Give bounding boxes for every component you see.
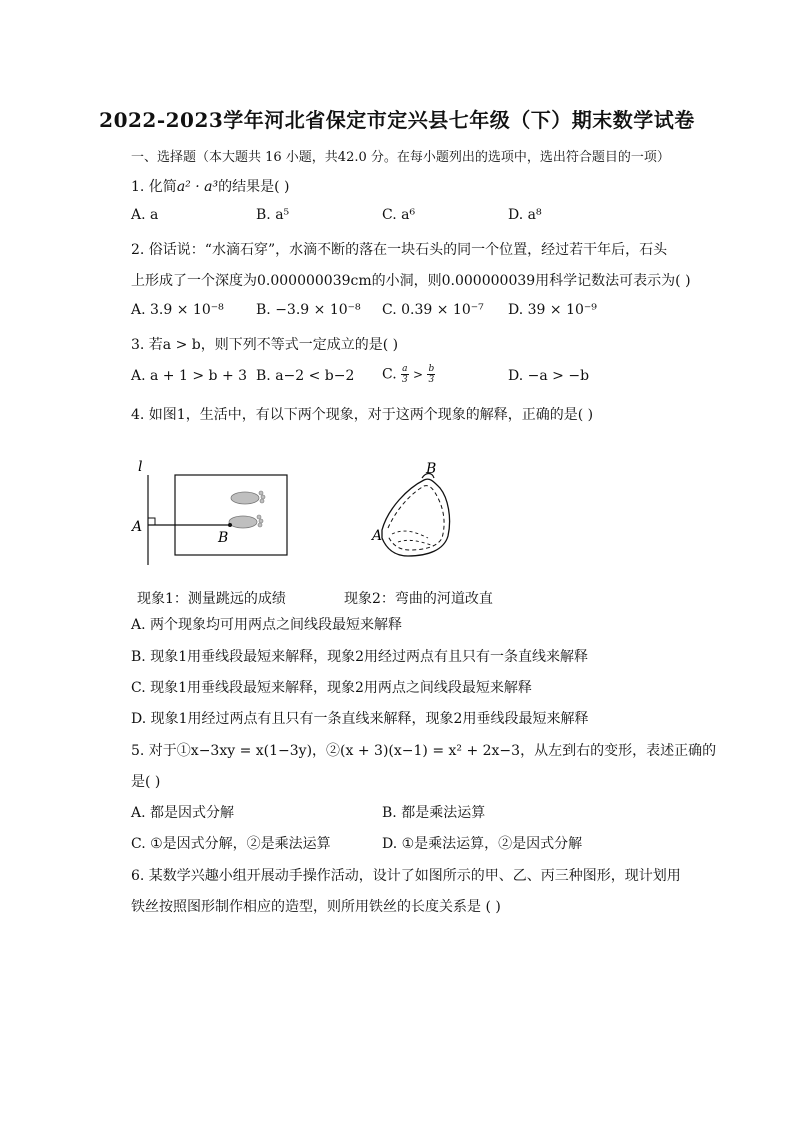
section-heading: 一、选择题（本大题共 16 小题，共42.0 分。在每小题列出的选项中，选出符合题目的一项） bbox=[131, 150, 670, 165]
fraction-numerator: b bbox=[428, 364, 435, 374]
fraction-denominator: 3 bbox=[401, 375, 408, 385]
question-2-line-2: 上形成了一个深度为0.000000039cm的小洞，则0.000000039用科学记数法可表示为( ) bbox=[131, 273, 691, 289]
caption-phenomenon-2: 现象2：弯曲的河道改直 bbox=[344, 591, 493, 607]
label-l: l bbox=[138, 459, 143, 475]
q3-option-c: C. $\frac{a}{3}$ > $\frac{b}{3}$ bbox=[382, 364, 435, 385]
q4-option-c: C. 现象1用垂线段最短来解释，现象2用两点之间线段最短来解释 bbox=[131, 680, 532, 696]
q3-option-c-fraction-right bbox=[427, 364, 435, 385]
q4-option-b: B. 现象1用垂线段最短来解释，现象2用经过两点有且只有一条直线来解释 bbox=[131, 649, 589, 665]
question-3: 3. 若a > b，则下列不等式一定成立的是( ) bbox=[131, 337, 399, 353]
caption-phenomenon-1: 现象1：测量跳远的成绩 bbox=[137, 591, 286, 607]
q3-option-c-fraction-left bbox=[401, 364, 408, 385]
q2-option-a: A. 3.9 × 10⁻⁸ bbox=[131, 302, 224, 318]
q3-option-a: A. a + 1 > b + 3 bbox=[131, 368, 248, 384]
figure-long-jump bbox=[128, 455, 298, 570]
q4-option-a: A. 两个现象均可用两点之间线段最短来解释 bbox=[131, 617, 403, 633]
q2-option-c: C. 0.39 × 10⁻⁷ bbox=[382, 302, 484, 318]
river-ripples bbox=[392, 531, 434, 546]
q4-option-d: D. 现象1用经过两点有且只有一条直线来解释，现象2用垂线段最短来解释 bbox=[131, 711, 589, 727]
river-water-lines bbox=[388, 486, 444, 550]
q3-option-d: D. −a > −b bbox=[508, 368, 590, 384]
q1-option-a: A. a bbox=[131, 207, 159, 223]
question-1 bbox=[131, 176, 289, 196]
question-4: 4. 如图1，生活中，有以下两个现象，对于这两个现象的解释，正确的是( ) bbox=[131, 407, 594, 423]
q2-option-d: D. 39 × 10⁻⁹ bbox=[508, 302, 597, 318]
q1-option-c: C. a⁶ bbox=[382, 207, 416, 223]
label-b-fig2: B bbox=[426, 461, 437, 477]
label-a-fig2: A bbox=[372, 528, 383, 544]
figure-river bbox=[368, 458, 468, 570]
river-outline bbox=[382, 479, 450, 556]
q5-option-a: A. 都是因式分解 bbox=[131, 805, 235, 821]
q5-option-c: C. ①是因式分解，②是乘法运算 bbox=[131, 836, 331, 852]
q2-option-b: B. −3.9 × 10⁻⁸ bbox=[256, 302, 361, 318]
page-title: 2022-2023学年河北省保定市定兴县七年级（下）期末数学试卷 bbox=[99, 108, 695, 132]
q1-option-b: B. a⁵ bbox=[256, 207, 290, 223]
q3-option-c-label: C. bbox=[382, 366, 397, 383]
label-b-fig1: B bbox=[218, 530, 229, 546]
question-2-line-1: 2. 俗话说：“水滴石穿”，水滴不断的落在一块石头的同一个位置，经过若干年后，石头 bbox=[131, 242, 668, 258]
q5-option-d: D. ①是乘法运算，②是因式分解 bbox=[382, 836, 583, 852]
sand-pit bbox=[175, 475, 287, 555]
question-6-line-1: 6. 某数学兴趣小组开展动手操作活动，设计了如图所示的甲、乙、丙三种图形，现计划用 bbox=[131, 868, 681, 884]
question-5-line-1: 5. 对于①x−3xy = x(1−3y)，②(x + 3)(x−1) = x² + 2x−3，从左到右的变形，表述正确的 bbox=[131, 743, 717, 759]
fraction-numerator: a bbox=[402, 364, 408, 374]
footprint-icon bbox=[231, 491, 265, 504]
right-angle-mark bbox=[148, 518, 155, 525]
q1-suffix: 的结果是( ) bbox=[218, 179, 290, 195]
question-5-line-2: 是( ) bbox=[131, 774, 161, 790]
q1-expression: a² · a³ bbox=[176, 179, 219, 195]
q3-option-b: B. a−2 < b−2 bbox=[256, 368, 355, 384]
q1-option-d: D. a⁸ bbox=[508, 207, 542, 223]
question-6-line-2: 铁丝按照图形制作相应的造型，则所用铁丝的长度关系是 ( ) bbox=[131, 899, 501, 915]
footprint-icon bbox=[229, 515, 263, 528]
q1-prefix: 1. 化简 bbox=[131, 179, 177, 195]
point-b-fig1 bbox=[228, 523, 232, 527]
label-a-fig1: A bbox=[132, 519, 143, 535]
q5-option-b: B. 都是乘法运算 bbox=[382, 805, 486, 821]
fraction-denominator: 3 bbox=[428, 375, 435, 385]
